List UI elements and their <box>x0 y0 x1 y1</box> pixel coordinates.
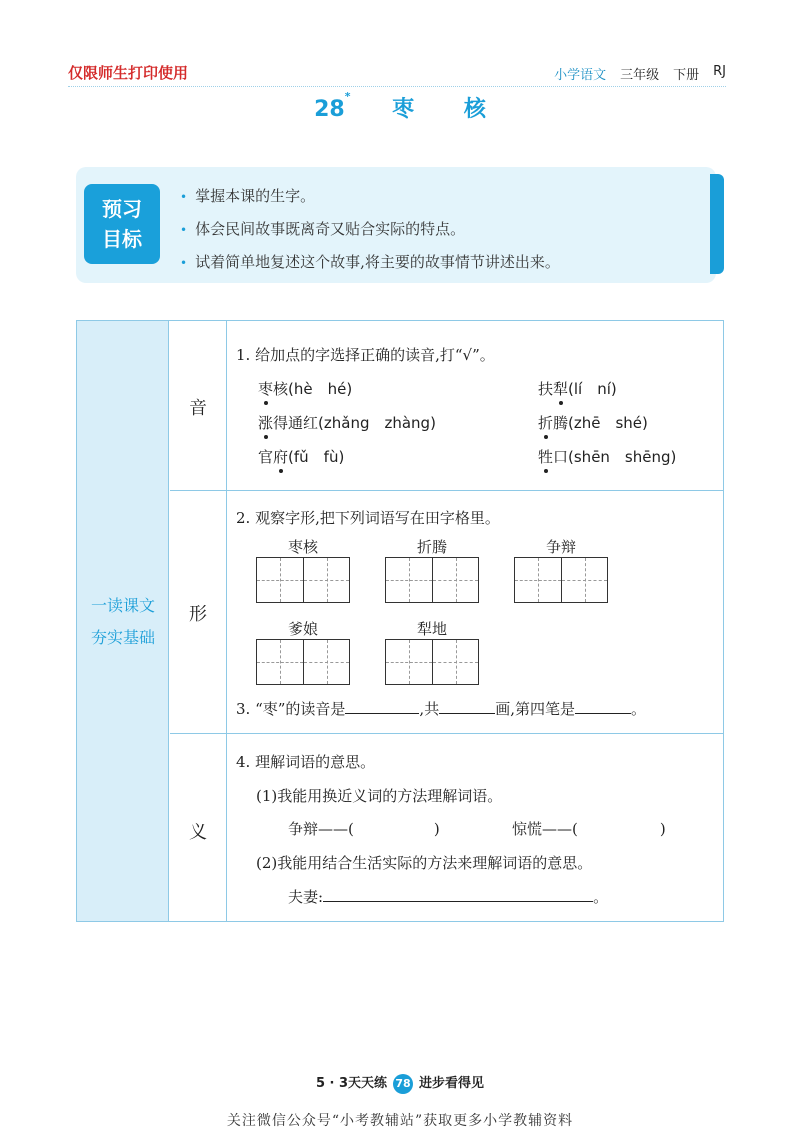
tianzige-word: 爹娘 <box>287 620 318 638</box>
answer-blank[interactable] <box>575 698 631 714</box>
grade-label: 三年级 <box>620 68 660 83</box>
pinyin-choice[interactable]: 枣核(hè hé) <box>258 380 353 398</box>
pinyin-choice[interactable]: 扶犁(lí ní) <box>538 380 617 398</box>
answer-blank[interactable] <box>345 698 419 714</box>
list-item: • 掌握本课的生字。 <box>180 187 316 205</box>
subject-label: 小学语文 <box>554 68 607 83</box>
pinyin-choice[interactable]: 折腾(zhē shé) <box>538 414 648 432</box>
row-label-meaning: 义 <box>189 822 207 843</box>
synonym-item[interactable]: 争辩——( ) <box>288 820 440 838</box>
book-info <box>554 64 726 83</box>
answer-blank[interactable] <box>439 698 495 714</box>
volume-label: 下册 <box>673 68 700 83</box>
tianzige-word: 犁地 <box>416 620 447 638</box>
tianzige-group <box>256 618 350 685</box>
question-4-stem: 4. 理解词语的意思。 <box>236 753 376 771</box>
tianzige-group <box>385 618 479 685</box>
tianzige-word: 争辩 <box>545 538 576 556</box>
question-4-sub-1: (1)我能用换近义词的方法理解词语。 <box>256 787 503 805</box>
meaning-item: 夫妻: 。 <box>288 888 609 906</box>
tianzige-grid[interactable] <box>256 557 350 603</box>
preview-box-tab <box>710 174 724 274</box>
list-item: • 体会民间故事既离奇又贴合实际的特点。 <box>180 220 466 238</box>
row-label-form: 形 <box>189 604 207 625</box>
question-4-sub-2: (2)我能用结合生活实际的方法来理解词语的意思。 <box>256 854 593 872</box>
list-item: • 试着简单地复述这个故事,将主要的故事情节讲述出来。 <box>180 253 560 271</box>
synonym-item[interactable]: 惊慌——( ) <box>512 820 666 838</box>
row-divider <box>170 490 724 491</box>
tianzige-grid[interactable] <box>256 639 350 685</box>
preview-goals-list <box>180 180 560 279</box>
page-footer: 5 · 3天天练 78 进步看得见 <box>0 1072 800 1094</box>
tianzige-word: 折腾 <box>416 538 447 556</box>
pinyin-choice[interactable]: 官府(fǔ fù) <box>258 448 345 466</box>
edition-label: RJ <box>713 64 726 79</box>
page-number: 78 <box>393 1074 413 1094</box>
print-notice: 仅限师生打印使用 <box>68 64 189 82</box>
tianzige-grid[interactable] <box>385 557 479 603</box>
tianzige-grid[interactable] <box>514 557 608 603</box>
lesson-number: 28* <box>314 90 351 122</box>
preview-goals-badge: 预习 目标 <box>84 184 160 264</box>
row-divider <box>170 733 724 734</box>
tianzige-group <box>514 536 608 603</box>
lesson-title <box>0 92 800 123</box>
column-divider <box>226 321 227 921</box>
pinyin-choice[interactable]: 牲口(shēn shēng) <box>538 448 677 466</box>
tianzige-group <box>385 536 479 603</box>
bottom-note: 关注微信公众号“小考教辅站”获取更多小学教辅资料 <box>226 1113 574 1129</box>
pinyin-choice[interactable]: 涨得通红(zhǎng zhàng) <box>258 414 436 432</box>
header-divider <box>68 86 726 87</box>
row-label-pronunciation: 音 <box>189 398 207 419</box>
section-label: 一读课文 夯实基础 <box>90 596 155 647</box>
question-1-stem: 1. 给加点的字选择正确的读音,打“√”。 <box>236 346 495 364</box>
question-3: 3. “枣”的读音是 ,共 画,第四笔是 。 <box>236 700 646 718</box>
tianzige-word: 枣核 <box>287 538 318 556</box>
tianzige-grid[interactable] <box>385 639 479 685</box>
question-2-stem: 2. 观察字形,把下列词语写在田字格里。 <box>236 509 500 527</box>
answer-blank[interactable] <box>323 886 593 902</box>
tianzige-group <box>256 536 350 603</box>
title-char-2: 核 <box>463 97 486 122</box>
title-char-1: 枣 <box>392 97 415 122</box>
